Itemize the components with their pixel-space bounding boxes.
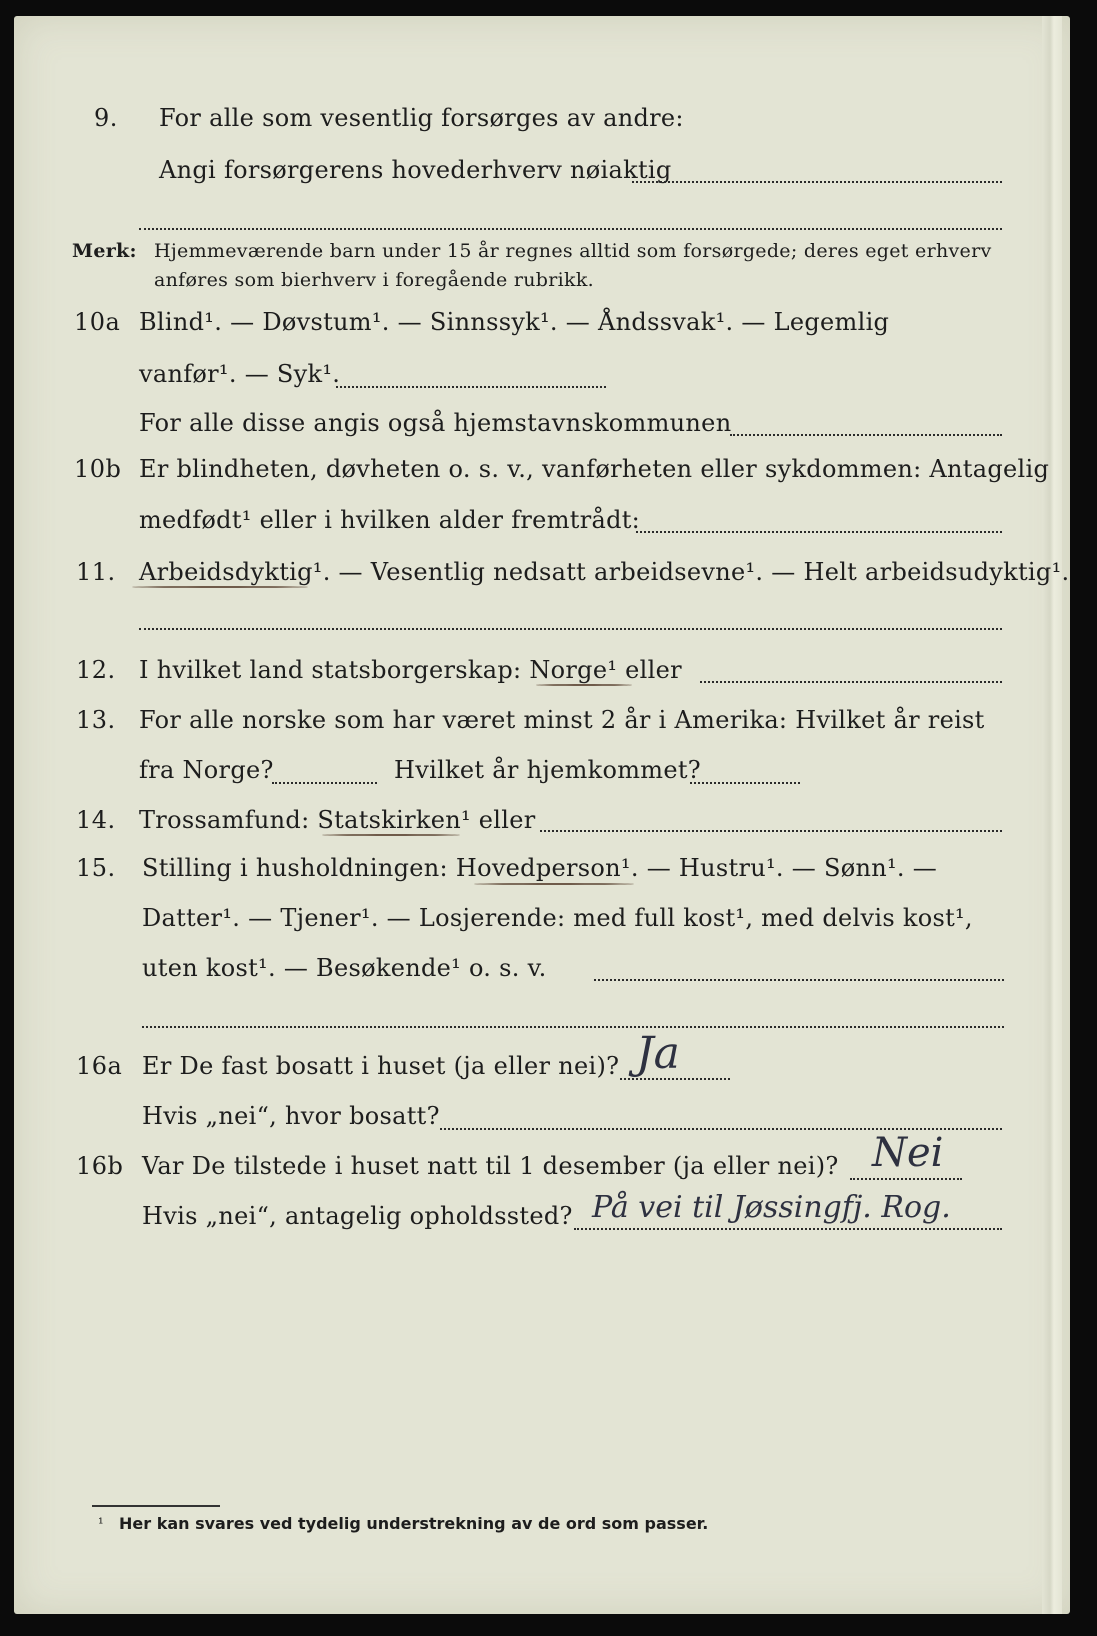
q10b-answer-line[interactable] (636, 531, 1002, 533)
q13-reist-line[interactable] (272, 782, 377, 784)
q13-line1: For alle norske som har været minst 2 år i Amerika: Hvilket år reist (139, 706, 985, 734)
q11-number: 11. (76, 558, 116, 586)
merk-line2: anføres som bierhverv i foregående rubrikk. (154, 269, 594, 291)
q10b-number: 10b (74, 455, 122, 483)
q9-line2: Angi forsørgerens hovederhverv nøiaktig (159, 156, 672, 184)
q10a-line2: vanfør¹. — Syk¹. (139, 360, 341, 388)
q13-line2b: Hvilket år hjemkommet? (394, 756, 701, 784)
q16a-answer-line[interactable] (620, 1078, 730, 1080)
q15-answer-line[interactable] (594, 979, 1004, 981)
q9-line1: For alle som vesentlig forsørges av andre: (159, 104, 684, 132)
q10a-number: 10a (74, 308, 121, 336)
q16b-handwritten-answer-2: På vei til Jøssingfj. Rog. (592, 1190, 951, 1225)
q10a-syk-line[interactable] (336, 386, 606, 388)
q15-number: 15. (76, 854, 116, 882)
footnote-text: Her kan svares ved tydelig understrekning av de ord som passer. (119, 1514, 709, 1533)
q16a-line2: Hvis „nei“, hvor bosatt? (142, 1102, 440, 1130)
q12-answer-line[interactable] (700, 681, 1002, 683)
q13-number: 13. (76, 706, 116, 734)
q14-line1: Trossamfund: Statskirken¹ eller (139, 806, 536, 834)
q11-handwritten-underline (132, 586, 308, 588)
q13-line2a: fra Norge? (139, 756, 274, 784)
footnote-mark: ¹ (98, 1516, 104, 1532)
q16b-number: 16b (76, 1152, 124, 1180)
q16b-answer-line[interactable] (850, 1178, 962, 1180)
q11-answer-line[interactable] (139, 628, 1002, 630)
q10b-line1: Er blindheten, døvheten o. s. v., vanførheten eller sykdommen: Antagelig (139, 455, 1050, 483)
q14-number: 14. (76, 806, 116, 834)
q14-handwritten-underline (322, 834, 460, 836)
merk-label: Merk: (72, 240, 137, 262)
q9-answer-line-2[interactable] (139, 228, 1002, 230)
q10b-line2: medfødt¹ eller i hvilken alder fremtrådt: (139, 506, 641, 534)
q12-handwritten-underline (536, 684, 632, 686)
q16b-line2: Hvis „nei“, antagelig opholdssted? (142, 1202, 573, 1230)
q14-answer-line[interactable] (540, 830, 1002, 832)
q15-answer-line-2[interactable] (142, 1026, 1004, 1028)
q15-line1: Stilling i husholdningen: Hovedperson¹. — Hustru¹. — Sønn¹. — (142, 854, 938, 882)
footnote-rule (92, 1505, 220, 1507)
q16a-line1: Er De fast bosatt i huset (ja eller nei)? (142, 1052, 620, 1080)
q16b-opholdssted-line[interactable] (574, 1228, 1002, 1230)
q13-hjemkommet-line[interactable] (690, 782, 800, 784)
q16b-handwritten-answer-1: Nei (872, 1130, 944, 1176)
q16a-handwritten-answer: Ja (636, 1028, 680, 1079)
q15-line3: uten kost¹. — Besøkende¹ o. s. v. (142, 954, 547, 982)
census-form-page (14, 16, 1070, 1614)
q16b-line1: Var De tilstede i huset natt til 1 desember (ja eller nei)? (142, 1152, 839, 1180)
q10a-line3: For alle disse angis også hjemstavnskommunen (139, 409, 732, 437)
q10a-answer-line[interactable] (730, 434, 1002, 436)
q9-number: 9. (94, 104, 118, 132)
q12-number: 12. (76, 656, 116, 684)
q10a-line1: Blind¹. — Døvstum¹. — Sinnssyk¹. — Åndssvak¹. — Legemlig (139, 308, 890, 336)
q11-line1: Arbeidsdyktig¹. — Vesentlig nedsatt arbeidsevne¹. — Helt arbeidsudyktig¹. (139, 558, 1070, 586)
q9-answer-line[interactable] (632, 181, 1002, 183)
merk-line1: Hjemmeværende barn under 15 år regnes alltid som forsørgede; deres eget erhverv (154, 240, 992, 262)
page-fold-edge (1042, 16, 1062, 1614)
q15-handwritten-underline (474, 883, 634, 885)
q12-line1: I hvilket land statsborgerskap: Norge¹ eller (139, 656, 682, 684)
q15-line2: Datter¹. — Tjener¹. — Losjerende: med full kost¹, med delvis kost¹, (142, 904, 973, 932)
q16a-number: 16a (76, 1052, 123, 1080)
